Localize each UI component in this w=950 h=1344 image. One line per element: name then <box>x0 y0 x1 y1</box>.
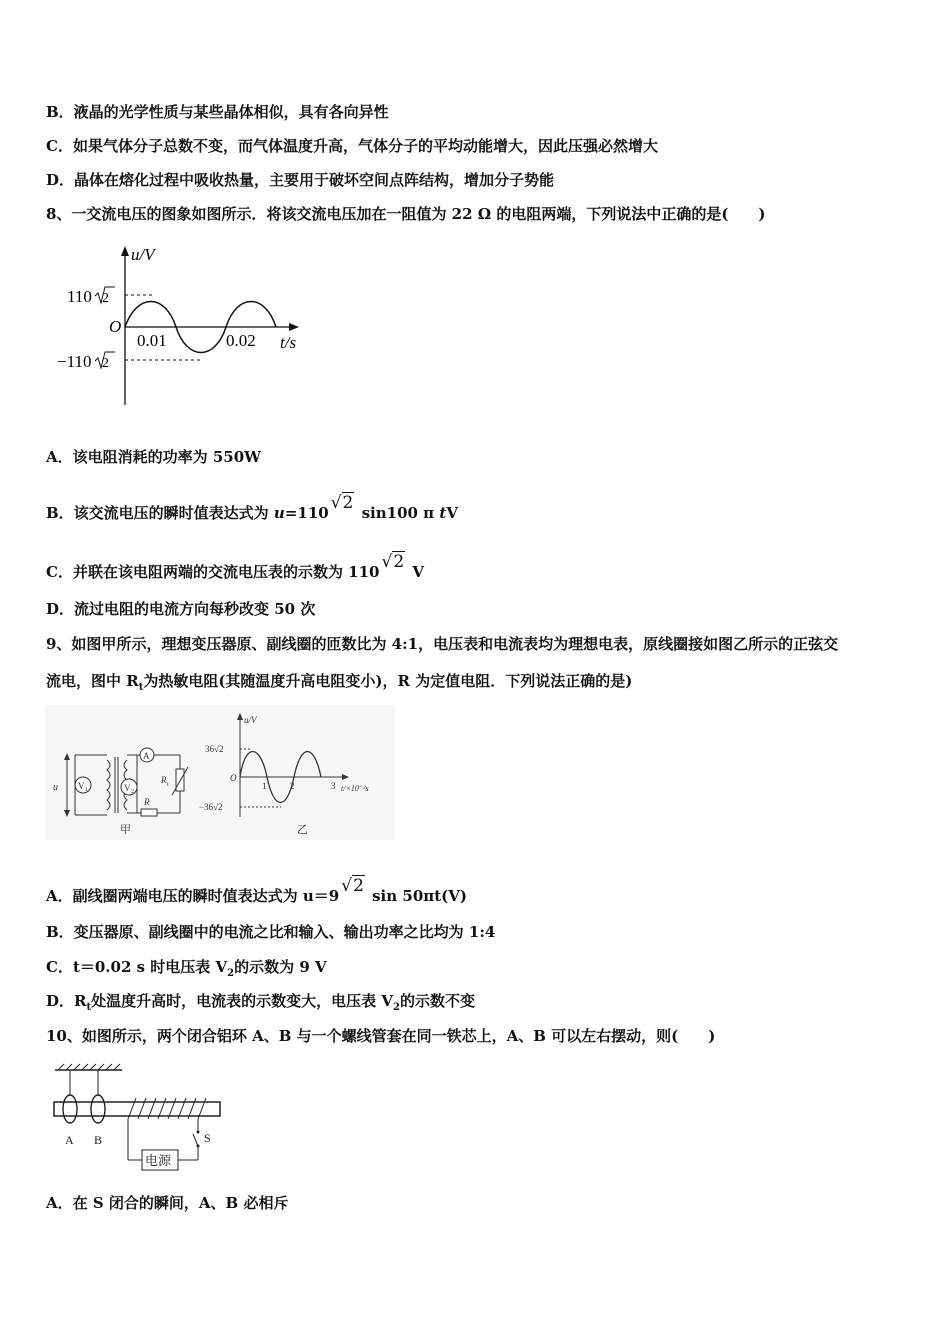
svg-text:−36√2: −36√2 <box>199 802 223 812</box>
svg-text:u/V: u/V <box>244 715 257 725</box>
q8-peak-pos-label: 110 <box>67 287 92 306</box>
svg-text:36√2: 36√2 <box>205 744 224 754</box>
q8-option-d: D．流过电阻的电流方向每秒改变 50 次 <box>46 600 316 618</box>
q10-option-a: A．在 S 闭合的瞬间，A、B 必相斥 <box>46 1194 289 1212</box>
svg-text:O: O <box>230 773 237 783</box>
q8-voltage-graph <box>55 240 315 415</box>
svg-text:t: t <box>167 782 169 788</box>
svg-text:V: V <box>124 783 131 793</box>
svg-text:t/×10⁻²s: t/×10⁻²s <box>341 784 369 793</box>
q10-switch-label: S <box>204 1131 211 1145</box>
svg-text:R: R <box>161 775 167 785</box>
q8-peak-pos-sqrt: 2 <box>102 291 109 306</box>
q9-stem-line1: 9、如图甲所示，理想变压器原、副线圈的匝数比为 4:1，电压表和电流表均为理想电表，原线圈接如图乙所示的正弦交 <box>46 635 839 653</box>
q8-y-label: u/V <box>131 245 155 264</box>
sqrt-icon: √2 <box>341 876 364 896</box>
q9-option-a: A．副线圈两端电压的瞬时值表达式为 u＝9 √2 sin 50πt(V) <box>46 876 467 905</box>
q7-option-c: C．如果气体分子总数不变，而气体温度升高，气体分子的平均动能增大，因此压强必然增大 <box>46 137 658 155</box>
q10-stem: 10、如图所示，两个闭合铝环 A、B 与一个螺线管套在同一铁芯上，A、B 可以左右摆动，则( ) <box>46 1027 716 1045</box>
q10-ring-a-label: A <box>65 1133 74 1147</box>
svg-text:2: 2 <box>131 789 134 795</box>
q8-option-c: C．并联在该电阻两端的交流电压表的示数为 110 √2 V <box>46 552 425 581</box>
q8-tick-001: 0.01 <box>137 331 167 350</box>
svg-text:1: 1 <box>85 787 88 793</box>
svg-text:电源: 电源 <box>145 1153 172 1168</box>
q8-y-arrow-icon <box>121 246 129 256</box>
q8-x-arrow-icon <box>289 323 299 331</box>
svg-text:1: 1 <box>262 781 267 791</box>
q8-stem: 8、一交流电压的图象如图所示．将该交流电压加在一阻值为 22 Ω 的电阻两端，下列说法中正确的是( ) <box>46 205 766 223</box>
q8-peak-neg-sqrt: 2 <box>102 356 109 371</box>
q8-peak-neg-label: −110 <box>57 352 92 371</box>
q9-u-label: u <box>53 782 58 793</box>
q8-option-a: A．该电阻消耗的功率为 550W <box>46 448 262 466</box>
svg-text:V: V <box>78 781 85 791</box>
q8-x-label: t/s <box>280 333 297 352</box>
svg-text:R: R <box>144 797 150 807</box>
q8-tick-002: 0.02 <box>226 331 256 350</box>
q9-caption-jia: 甲 <box>120 824 131 836</box>
svg-text:A: A <box>143 751 150 761</box>
q9-option-d: D．$R_t$处温度升高时，电流表的示数变大，电压表 $V_2$的示数不变 <box>46 992 475 1013</box>
sqrt-icon: √2 <box>330 493 354 513</box>
q10-iron-core <box>54 1102 220 1116</box>
q8-origin-label: O <box>109 317 122 336</box>
q9-option-c: C．t＝0.02 s 时电压表 $V_2$的示数为 9 V <box>46 958 327 979</box>
svg-text:3: 3 <box>331 781 336 791</box>
q8-option-b: B．该交流电压的瞬时值表达式为 u=110 √2 sin100 π tV <box>46 493 458 522</box>
q10-ring-b-label: B <box>94 1133 103 1147</box>
q9-figure <box>45 705 395 840</box>
sqrt-icon: √2 <box>381 552 405 572</box>
q7-option-d: D．晶体在熔化过程中吸收热量，主要用于破坏空间点阵结构，增加分子势能 <box>46 171 555 189</box>
q9-option-b: B．变压器原、副线圈中的电流之比和输入、输出功率之比均为 1:4 <box>46 923 496 941</box>
q10-switch <box>193 1134 198 1146</box>
svg-text:2: 2 <box>290 781 295 791</box>
q7-option-b: B．液晶的光学性质与某些晶体相似，具有各向异性 <box>46 103 389 121</box>
q9-r-resistor <box>141 809 157 816</box>
q9-caption-yi: 乙 <box>297 824 308 836</box>
q10-figure <box>50 1062 230 1177</box>
q9-stem-line2: 流电，图中 $R_t$为热敏电阻(其随温度升高电阻变小)，R 为定值电阻．下列说法正确的是) <box>46 672 633 693</box>
